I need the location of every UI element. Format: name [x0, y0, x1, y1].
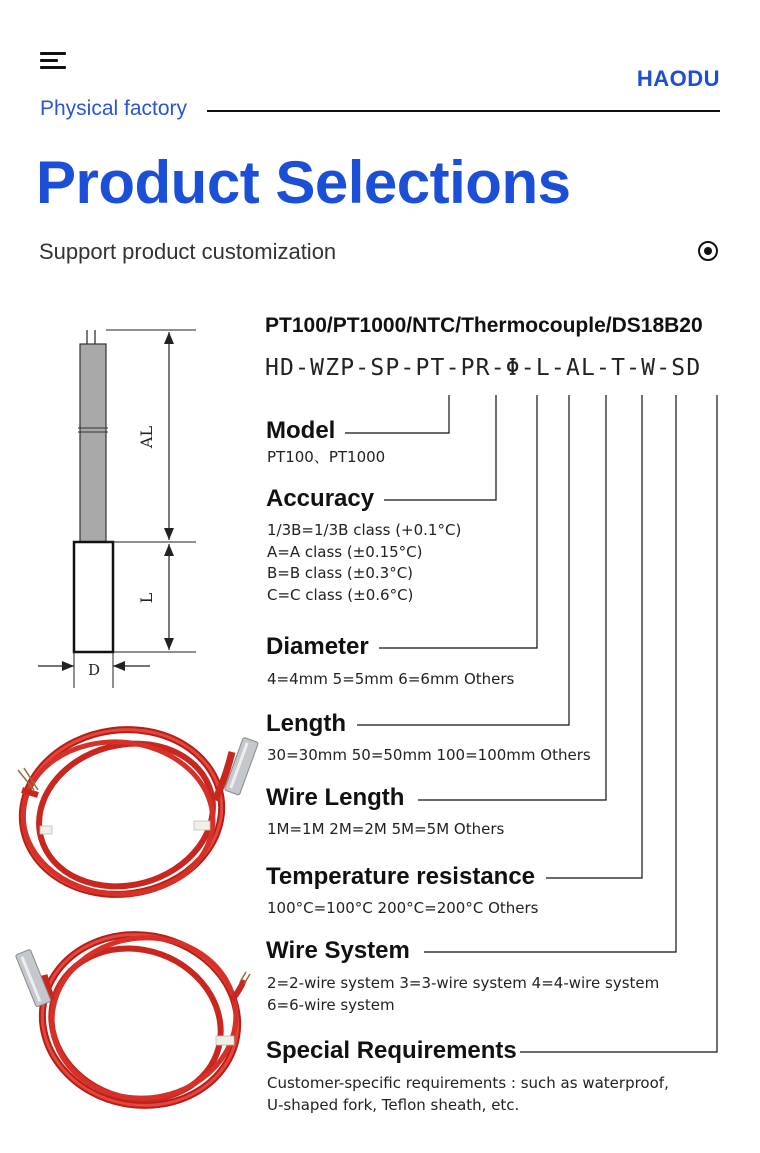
section-title-wire-system: Wire System	[266, 937, 410, 964]
label-d: D	[87, 661, 101, 679]
probe-drawing	[38, 330, 196, 688]
section-title-diameter: Diameter	[266, 633, 369, 660]
section-desc-temperature: 100°C=100°C 200°C=200°C Others	[267, 899, 539, 917]
section-desc-length: 30=30mm 50=50mm 100=100mm Others	[267, 746, 591, 764]
section-desc-model: PT100、PT1000	[267, 448, 386, 466]
section-title-temperature: Temperature resistance	[266, 863, 536, 890]
section-desc-special: Customer-specific requirements : such as waterproof, U-shaped fork, Teflon sheath, etc.	[267, 1074, 669, 1114]
logo: HAODU	[636, 66, 720, 91]
section-desc-wire-length: 1M=1M 2M=2M 5M=5M Others	[267, 820, 505, 838]
section-desc-accuracy: 1/3B=1/3B class (+0.1°C) A=A class (±0.15°C) B=B class (±0.3°C) C=C class (±0.6°C)	[267, 521, 462, 604]
section-desc-wire-system: 2=2-wire system 3=3-wire system 4=4-wire system 6=6-wire system	[267, 974, 660, 1014]
section-title-accuracy: Accuracy	[266, 485, 375, 512]
section-title-wire-length: Wire Length	[266, 784, 405, 811]
label-al: AL	[137, 425, 156, 449]
section-title-special: Special Requirements	[266, 1037, 517, 1064]
sensor-types: PT100/PT1000/NTC/Thermocouple/DS18B20	[265, 314, 703, 337]
section-desc-diameter: 4=4mm 5=5mm 6=6mm Others	[267, 670, 515, 688]
section-title-model: Model	[266, 417, 336, 444]
model-code: HD-WZP-SP-PT-PR-Φ-L-AL-T-W-SD	[265, 355, 702, 381]
product-image-1	[12, 717, 259, 907]
section-title-length: Length	[266, 710, 346, 737]
page-title: Product Selections	[36, 149, 571, 216]
factory-label: Physical factory	[40, 97, 188, 120]
page-subtitle: Support product customization	[39, 239, 337, 264]
label-l: L	[137, 592, 156, 604]
product-image-2	[15, 919, 251, 1123]
